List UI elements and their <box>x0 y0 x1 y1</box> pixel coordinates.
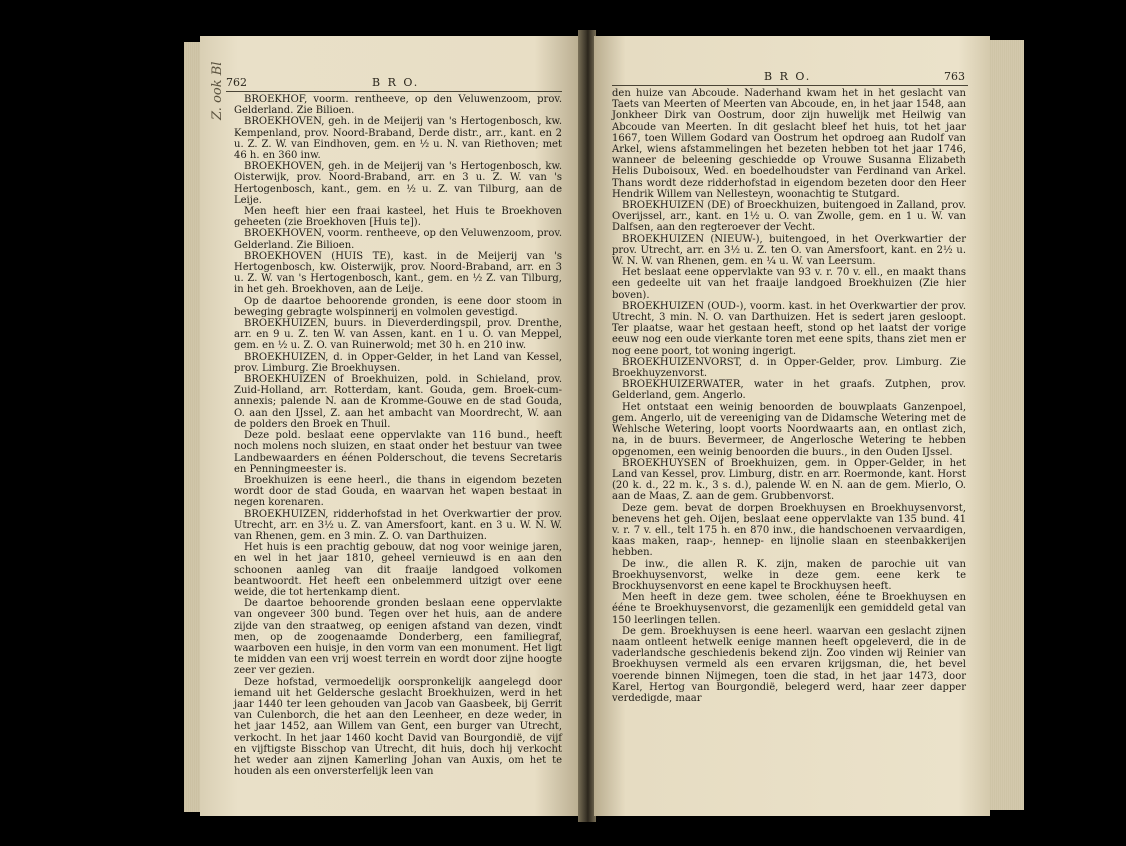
entry-paragraph: BROEKHOF, voorm. rentheeve, op den Veluwenzoom, prov. Gelderland. Zie Bilioen. <box>234 94 562 117</box>
left-page <box>200 36 580 816</box>
entry-paragraph: Op de daartoe behoorende gronden, is eene door stoom in beweging gebragte wolspinnerij en volmolen gevestigd. <box>234 295 562 318</box>
entry-paragraph: BROEKHUIZEN (DE) of Broeckhuizen, buitengoed in Zalland, prov. Overijssel, arr., kant. en 1½ u. O. van Zwolle, gem. en 1 u. W. van Dalfsen, aan den regteroever der Vecht. <box>612 200 966 234</box>
header-rule-left <box>226 91 562 92</box>
entry-paragraph: BROEKHUIZEN, d. in Opper-Gelder, in het Land van Kessel, prov. Limburg. Zie Broekhuysen. <box>234 351 562 374</box>
entry-paragraph: den huize van Abcoude. Naderhand kwam het in het geslacht van Taets van Meerten of Meerten van Abcoude, en, in het jaar 1548, aan Jonkheer Dirk van Oostrum, door zijn huwelijk met Heilwig van Abcoude van Meerten. In dit geslacht bleef het huis, tot het jaar 1667, toen Willem Godard van Oostrum het opdroeg aan Rudolf van Arkel, wiens afstammelingen het bezeten hebben tot het jaar 1746, wanneer de beleening geschiedde op Vrouwe Susanna Elizabeth Helis Duboisoux, Wed. en boedelhoudster van Ferdinand van Arkel. Thans wordt deze ridderhofstad in eigendom bezeten door den Heer Hendrik Willem van Nellesteyn, woonachtig te Stutgard. <box>612 88 966 200</box>
entry-paragraph: BROEKHOVEN, geh. in de Meijerij van 's Hertogenbosch, kw. Oisterwijk, prov. Noord-Braband, arr. en 3 u. Z. W. van 's Hertogenbosch, kant., gem. en ½ u. Z. van Tilburg, aan de Leije. <box>234 161 562 206</box>
entry-paragraph: BROEKHUIZEN (OUD-), voorm. kast. in het Overkwartier der prov. Utrecht, 3 min. N. O. van Darthuizen. Het is sedert jaren gesloopt. Ter plaatse, waar het gestaan heeft, stond op het laatst der vorige eeuw nog een oude vierkante toren met eene spits, thans ziet men er nog eene poort, tot woning ingerigt. <box>612 300 966 357</box>
right-page-text <box>612 88 966 704</box>
entry-paragraph: De inw., die allen R. K. zijn, maken de parochie uit van Broekhuysenvorst, welke in deze gem. eene kerk te Brockhuysenvorst en eene kapel te Brockhuysen heeft. <box>612 558 966 592</box>
entry-paragraph: BROEKHUIZEN (NIEUW-), buitengoed, in het Overkwartier der prov. Utrecht, arr. en 3½ u. Z. ten O. van Amersfoort, kant. en 2½ u. W. N. W. van Rhenen, gem. en ¼ u. W. van Leersum. <box>612 233 966 268</box>
entry-paragraph: BROEKHOVEN, voorm. rentheeve, op den Veluwenzoom, prov. Gelderland. Zie Bilioen. <box>234 228 562 251</box>
entry-paragraph: Broekhuizen is eene heerl., die thans in eigendom bezeten wordt door de stad Gouda, en waarvan het wapen bestaat in negen korenaren. <box>234 474 562 509</box>
page-number-right: 763 <box>944 70 965 83</box>
entry-paragraph: BROEKHUIZENVORST, d. in Opper-Gelder, prov. Limburg. Zie Broekhuyzenvorst. <box>612 356 966 380</box>
entry-paragraph: BROEKHUIZEN, ridderhofstad in het Overkwartier der prov. Utrecht, arr. en 3½ u. Z. van Amersfoort, kant. en 3 u. W. N. W. van Rhenen, gem. en 3 min. Z. O. van Darthuizen. <box>234 508 562 542</box>
entry-paragraph: BROEKHUIZERWATER, water in het graafs. Zutphen, prov. Gelderland, gem. Angerlo. <box>612 379 966 402</box>
entry-paragraph: Het ontstaat een weinig benoorden de bouwplaats Ganzenpoel, gem. Angerlo, uit de vereeniging van de Didamsche Wetering met de Wehlsche Wetering, loopt voorts Noordwaarts aan, en ontlast zich, na, in de buurs. Bevermeer, de Angerlosche Wetering te hebben opgenomen, een weinig benoorden die buurs., in den Ouden IJssel. <box>612 401 966 458</box>
page-number-left: 762 <box>226 76 247 89</box>
header-rule-right <box>612 85 968 86</box>
entry-paragraph: Deze gem. bevat de dorpen Broekhuysen en Broekhuysenvorst, benevens het geh. Oijen, beslaat eene oppervlakte van 135 bund. 41 v. r. 7 v. ell., telt 175 h. en 870 inw., die handschoenen vervaardigen, kaas maken, raap-, hennep- en lijnolie slaan en steenbakkerijen hebben. <box>612 502 966 559</box>
entry-paragraph: BROEKHUIZEN, buurs. in Dieverderdingspil, prov. Drenthe, arr. en 9 u. Z. ten W. van Assen, kant. en 1 u. O. van Meppel, gem. en ½ u. Z. O. van Ruinerwold; met 30 h. en 210 inw. <box>234 318 562 352</box>
running-head-left: B R O. <box>372 76 420 89</box>
entry-paragraph: Het beslaat eene oppervlakte van 93 v. r. 70 v. ell., en maakt thans een gedeelte uit van het fraaije landgoed Broekhuizen (Zie hier boven). <box>612 267 966 301</box>
entry-paragraph: Men heeft in deze gem. twee scholen, ééne te Broekhuysen en ééne te Broekhuysenvorst, die gezamenlijk een gemiddeld getal van 150 leerlingen tellen. <box>612 592 966 626</box>
running-head-right: B R O. <box>764 70 812 83</box>
entry-paragraph: Men heeft hier een fraai kasteel, het Huis te Broekhoven geheeten (zie Broekhoven [Huis te]). <box>234 206 562 229</box>
entry-paragraph: BROEKHUIZEN of Broekhuizen, pold. in Schieland, prov. Zuid-Holland, arr. Rotterdam, kant. Gouda, gem. Broek-cum-annexis; palende N. aan de Kromme-Gouwe en de stad Gouda, O. aan den IJssel, Z. aan het ambacht van Moordrecht, W. aan de polders den Broek en Thuil. <box>234 374 562 430</box>
right-page <box>594 36 990 816</box>
entry-paragraph: Het huis is een prachtig gebouw, dat nog voor weinige jaren, en wel in het jaar 1810, geheel vernieuwd is en aan den schoonen aanleg van dit fraaije landgoed volkomen beantwoordt. Het heeft een onbelemmerd uitzigt over eene weide, die tot hertenkamp dient. <box>234 542 562 598</box>
right-page-edges <box>990 40 1024 810</box>
entry-paragraph: BROEKHOVEN (HUIS TE), kast. in de Meijerij van 's Hertogenbosch, kw. Oisterwijk, prov. Noord-Braband, arr. en 3 u. Z. W. van 's Hertogenbosch, kant., gem. en ½ Z. van Tilburg, in het geh. Broekhoven, aan de Leije. <box>234 250 562 296</box>
entry-paragraph: BROEKHUYSEN of Broekhuizen, gem. in Opper-Gelder, in het Land van Kessel, prov. Limburg, distr. en arr. Roermonde, kant. Horst (20 k. d., 22 m. k., 3 s. d.), palende W. en N. aan de gem. Mierlo, O. aan de Maas, Z. aan de gem. Grubbenvorst. <box>612 457 966 503</box>
entry-paragraph: Deze pold. beslaat eene oppervlakte van 116 bund., heeft noch molens noch sluizen, en staat onder het bestuur van twee Landbewaarders en éénen Polderschout, die tevens Secretaris en Penningmeester is. <box>234 430 562 475</box>
left-page-text <box>234 94 562 777</box>
entry-paragraph: BROEKHOVEN, geh. in de Meijerij van 's Hertogenbosch, kw. Kempenland, prov. Noord-Braband, Derde distr., arr., kant. en 2 u. Z. Z. W. van Eindhoven, gem. en ½ u. N. van Riethoven; met 46 h. en 360 inw. <box>234 116 562 162</box>
entry-paragraph: De gem. Broekhuysen is eene heerl. waarvan een geslacht zijnen naam ontleent hetwelk eenige mannen heeft opgeleverd, die in de vaderlandsche geschiedenis bekend zijn. Zoo vinden wij Reinier van Broekhuysen vermeld als een ervaren krijgsman, die, het bevel voerende binnen Nijmegen, toen die stad, in het jaar 1473, door Karel, Hertog van Bourgondië, belegerd werd, haar zeer dapper verdedigde, maar <box>612 625 966 704</box>
entry-paragraph: De daartoe behoorende gronden beslaan eene oppervlakte van ongeveer 300 bund. Tegen over het huis, aan de andere zijde van den straatweg, op eenigen afstand van dezen, vindt men, op de zoogenaamde Donderberg, een familiegraf, waarboven een huisje, in den vorm van een monument. Het ligt te midden van een vrij woest terrein en wordt door zijne hoogte zeer ver gezien. <box>234 598 562 677</box>
entry-paragraph: Deze hofstad, vermoedelijk oorspronkelijk aangelegd door iemand uit het Geldersche geslacht Broekhuizen, werd in het jaar 1440 ter leen gehouden van Jacob van Gaasbeek, bij Gerrit van Culenborch, die het aan den Leenheer, en deze weder, in het jaar 1452, aan Willem van Gent, een burger van Utrecht, verkocht. In het jaar 1460 kocht David van Bourgondië, de vijf en vijftigste Bisschop van Utrecht, dit huis, doch hij verkocht het weder aan zijnen Kamerling Johan van Auxis, om het te houden als een onversterfelijk leen van <box>234 676 562 778</box>
handwritten-margin-note: Z. ook Bl <box>210 61 225 120</box>
